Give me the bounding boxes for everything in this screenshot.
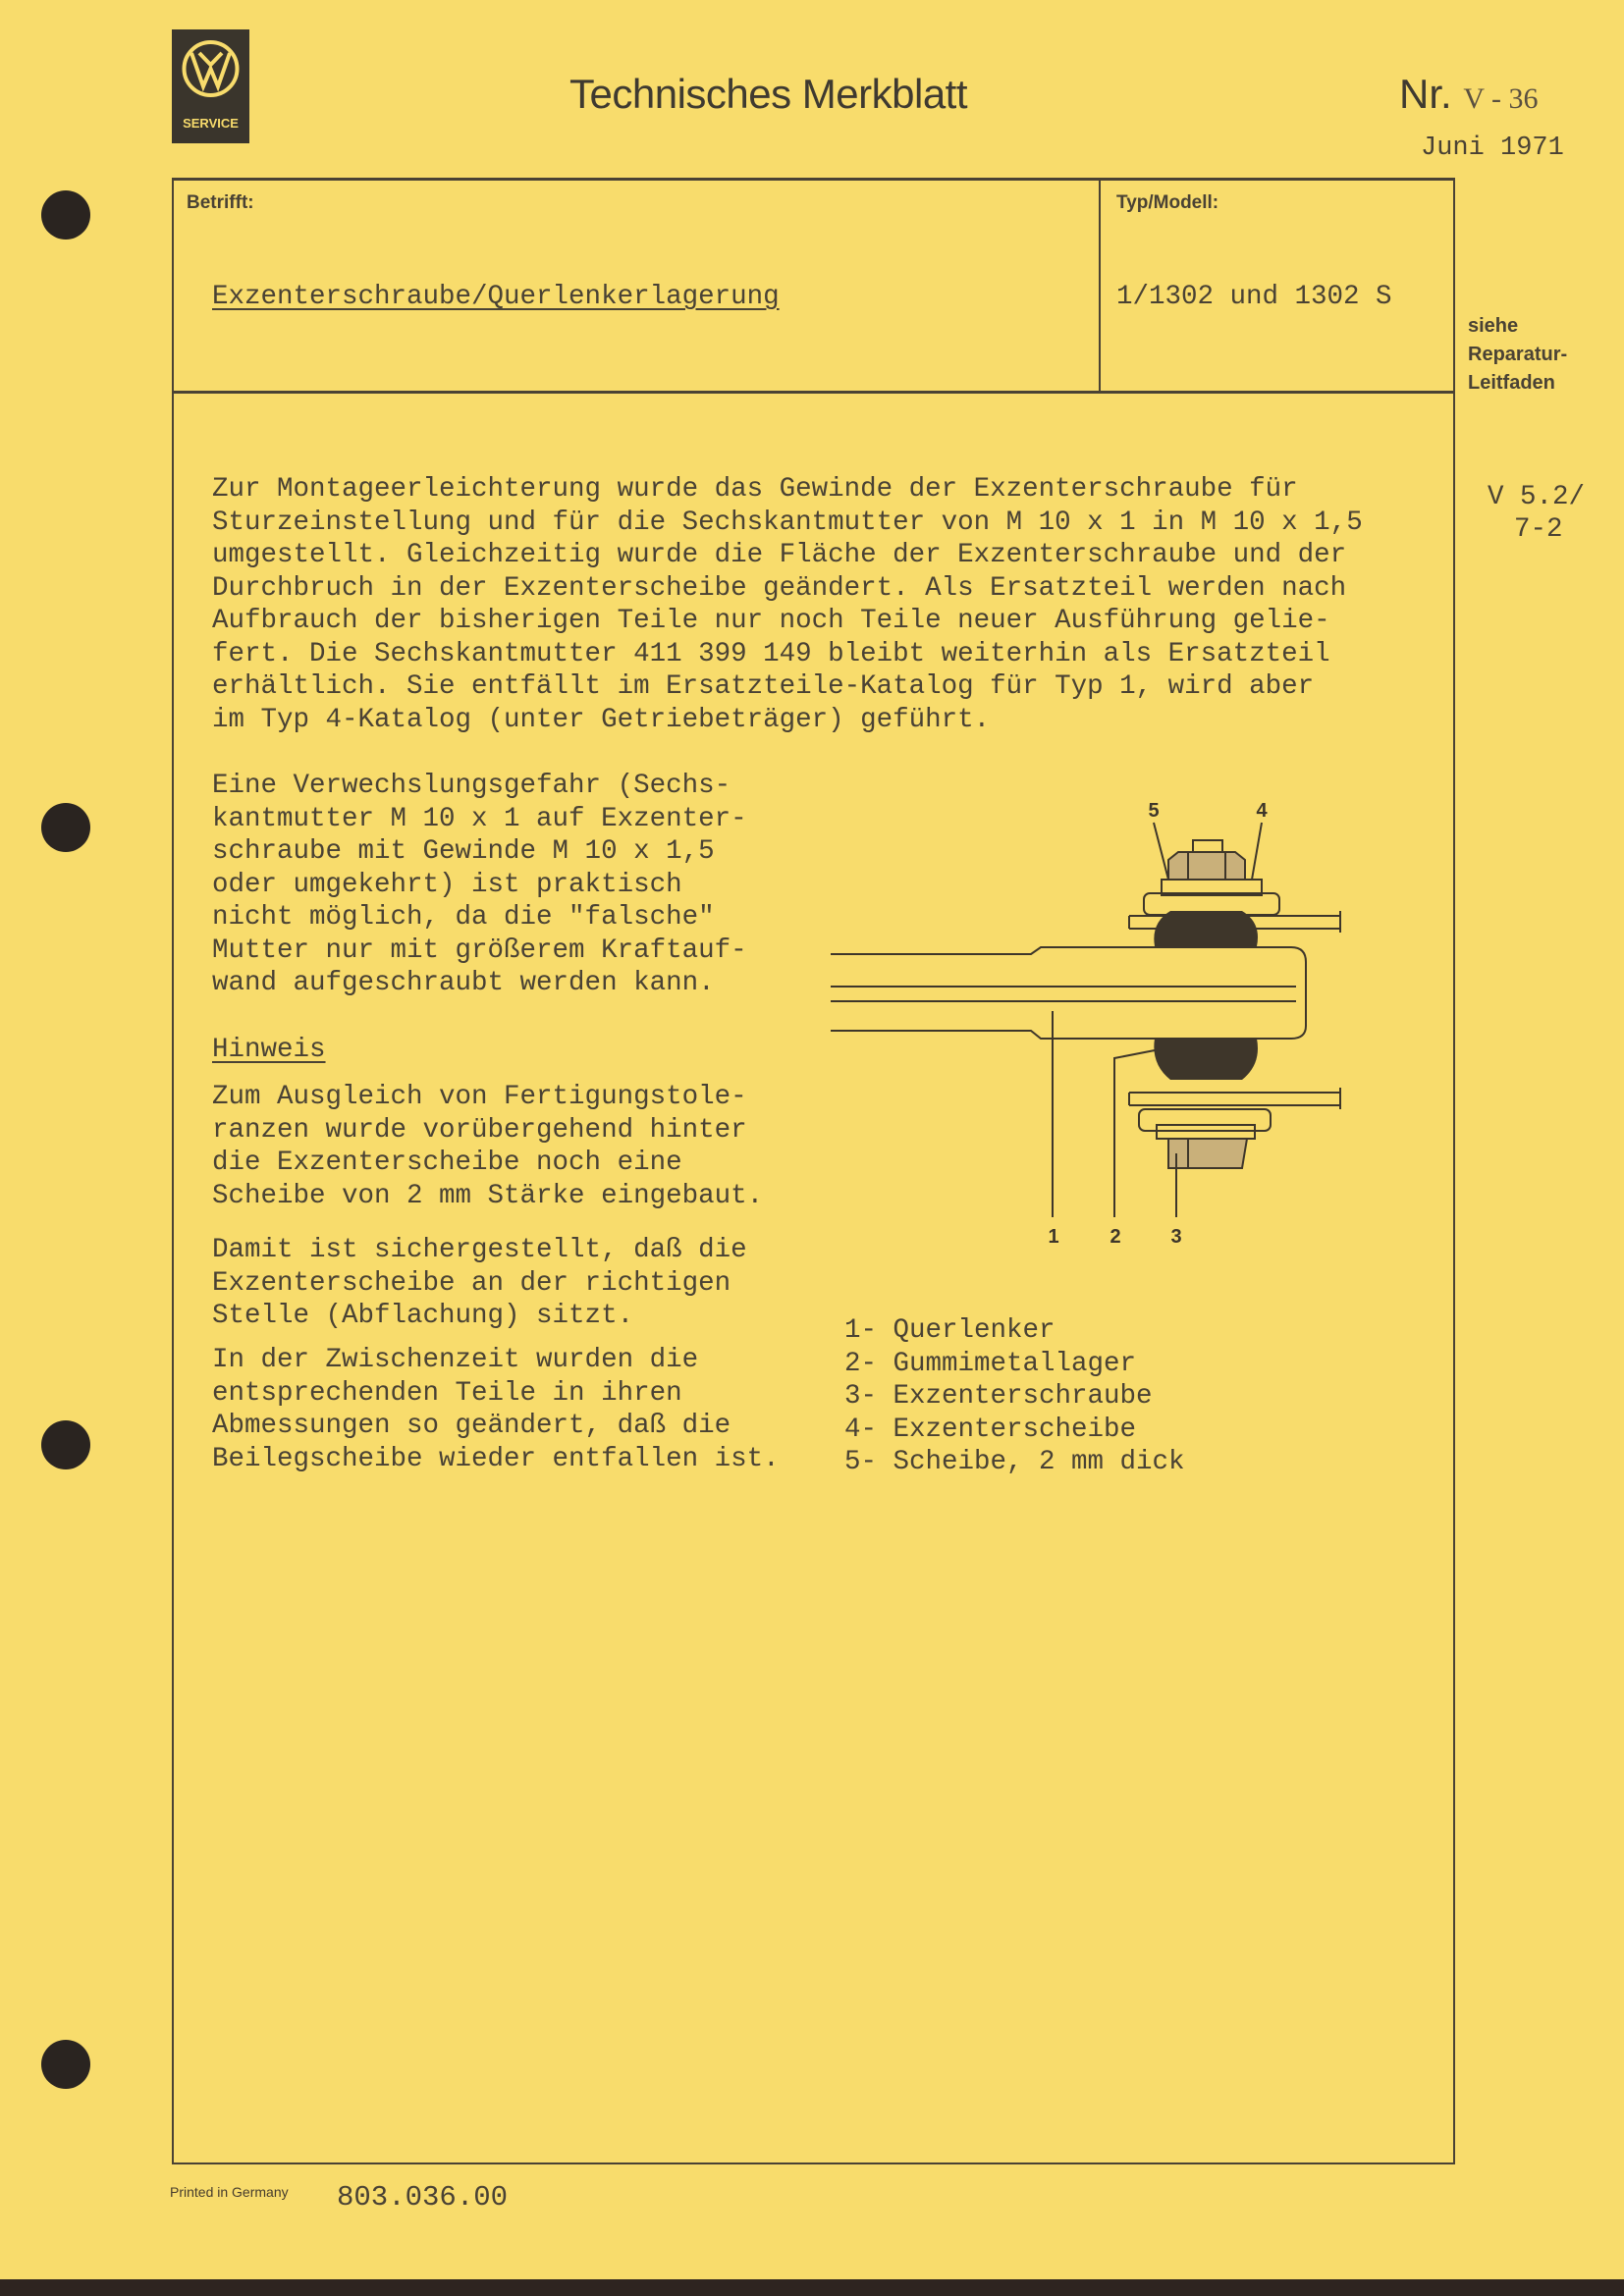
text-line: Durchbruch in der Exzenterscheibe geändert. Als Ersatzteil werden nach bbox=[212, 572, 1347, 604]
page-title: Technisches Merkblatt bbox=[569, 71, 968, 117]
text-line: nicht möglich, da die "falsche" bbox=[212, 902, 715, 933]
parts-legend bbox=[844, 1314, 1185, 1479]
callout-5: 5 bbox=[1148, 800, 1160, 822]
text-line: Aufbrauch der bisherigen Teile nur noch Teile neuer Ausführung gelie- bbox=[212, 606, 1330, 636]
callout-1: 1 bbox=[1048, 1226, 1059, 1248]
svg-text:SERVICE: SERVICE bbox=[183, 116, 239, 131]
text-line: Scheibe von 2 mm Stärke eingebaut. bbox=[212, 1180, 764, 1211]
text-line: In der Zwischenzeit wurden die bbox=[212, 1345, 699, 1375]
legend-item: 3- Exzenterschraube bbox=[844, 1381, 1153, 1412]
text-line: fert. Die Sechskantmutter 411 399 149 bleibt weiterhin als Ersatzteil bbox=[212, 638, 1330, 669]
suspension-diagram bbox=[805, 785, 1394, 1296]
nr-value: V - 36 bbox=[1463, 82, 1539, 115]
text-line: Exzenterscheibe an der richtigen bbox=[212, 1267, 731, 1299]
vw-service-logo bbox=[172, 29, 249, 143]
frame-right bbox=[1453, 178, 1455, 2164]
sidebar-line: siehe bbox=[1468, 315, 1519, 337]
legend-item: 1- Querlenker bbox=[844, 1315, 1056, 1346]
frame-bottom bbox=[172, 2163, 1455, 2164]
intro-paragraph bbox=[212, 473, 1363, 736]
punch-hole bbox=[41, 1420, 90, 1469]
betrifft-label: Betrifft: bbox=[187, 192, 254, 213]
text-line: Mutter nur mit größerem Kraftauf- bbox=[212, 934, 747, 966]
ref-2: 7-2 bbox=[1514, 514, 1563, 545]
typ-label: Typ/Modell: bbox=[1116, 192, 1219, 213]
hinweis-paragraph bbox=[212, 1081, 763, 1212]
ref-1: V 5.2/ bbox=[1488, 482, 1586, 512]
text-line: Stelle (Abflachung) sitzt. bbox=[212, 1301, 634, 1331]
text-line: Zum Ausgleich von Fertigungstole- bbox=[212, 1082, 747, 1112]
text-line: Sturzeinstellung und für die Sechskantmutter von M 10 x 1 in M 10 x 1,5 bbox=[212, 507, 1363, 538]
text-line: erhältlich. Sie entfällt im Ersatzteile-Katalog für Typ 1, wird aber bbox=[212, 671, 1315, 702]
legend-item: 4- Exzenterscheibe bbox=[844, 1414, 1137, 1445]
text-line: Eine Verwechslungsgefahr (Sechs- bbox=[212, 771, 731, 801]
form-code: 803.036.00 bbox=[337, 2181, 509, 2214]
scan-edge bbox=[0, 2279, 1624, 2296]
document-number bbox=[1399, 71, 1538, 118]
zwischenzeit-paragraph bbox=[212, 1344, 780, 1475]
callout-3: 3 bbox=[1170, 1226, 1182, 1248]
text-line: entsprechenden Teile in ihren bbox=[212, 1377, 682, 1409]
legend-item: 5- Scheibe, 2 mm dick bbox=[844, 1447, 1185, 1477]
sidebar-reference bbox=[1468, 312, 1567, 398]
box-top-border bbox=[174, 178, 1455, 181]
warning-paragraph bbox=[212, 770, 747, 1000]
callout-4: 4 bbox=[1256, 800, 1268, 822]
text-line: ranzen wurde vorübergehend hinter bbox=[212, 1114, 747, 1146]
control-arm bbox=[831, 947, 1306, 1039]
text-line: umgestellt. Gleichzeitig wurde die Fläche der Exzenterschraube und der bbox=[212, 540, 1347, 570]
hinweis-heading: Hinweis bbox=[212, 1035, 326, 1065]
text-line: kantmutter M 10 x 1 auf Exzenter- bbox=[212, 803, 747, 834]
typ-value: 1/1302 und 1302 S bbox=[1116, 282, 1392, 312]
text-line: Zur Montageerleichterung wurde das Gewinde der Exzenterschraube für bbox=[212, 474, 1298, 505]
damit-paragraph bbox=[212, 1234, 747, 1333]
vw-logo-icon bbox=[172, 29, 249, 143]
punch-hole bbox=[41, 803, 90, 852]
box-divider bbox=[1099, 178, 1101, 393]
punch-hole bbox=[41, 190, 90, 240]
printed-in-germany: Printed in Germany bbox=[170, 2184, 289, 2200]
issue-date: Juni 1971 bbox=[1421, 133, 1564, 163]
sidebar-line: Leitfaden bbox=[1468, 372, 1555, 394]
text-line: oder umgekehrt) ist praktisch bbox=[212, 869, 682, 900]
text-line: im Typ 4-Katalog (unter Getriebeträger) geführt. bbox=[212, 704, 991, 735]
text-line: Beilegscheibe wieder entfallen ist. bbox=[212, 1443, 780, 1474]
punch-hole bbox=[41, 2040, 90, 2089]
text-line: Abmessungen so geändert, daß die bbox=[212, 1411, 731, 1441]
text-line: schraube mit Gewinde M 10 x 1,5 bbox=[212, 836, 715, 867]
callout-2: 2 bbox=[1110, 1226, 1121, 1248]
box-bottom-border bbox=[174, 391, 1455, 394]
subject: Exzenterschraube/Querlenkerlagerung bbox=[212, 282, 780, 312]
text-line: wand aufgeschraubt werden kann. bbox=[212, 968, 715, 998]
sidebar-line: Reparatur- bbox=[1468, 344, 1568, 365]
nr-label: Nr. bbox=[1399, 71, 1452, 117]
frame-left bbox=[172, 178, 174, 2164]
text-line: Damit ist sichergestellt, daß die bbox=[212, 1235, 747, 1265]
legend-item: 2- Gummimetallager bbox=[844, 1348, 1137, 1379]
text-line: die Exzenterscheibe noch eine bbox=[212, 1148, 682, 1178]
